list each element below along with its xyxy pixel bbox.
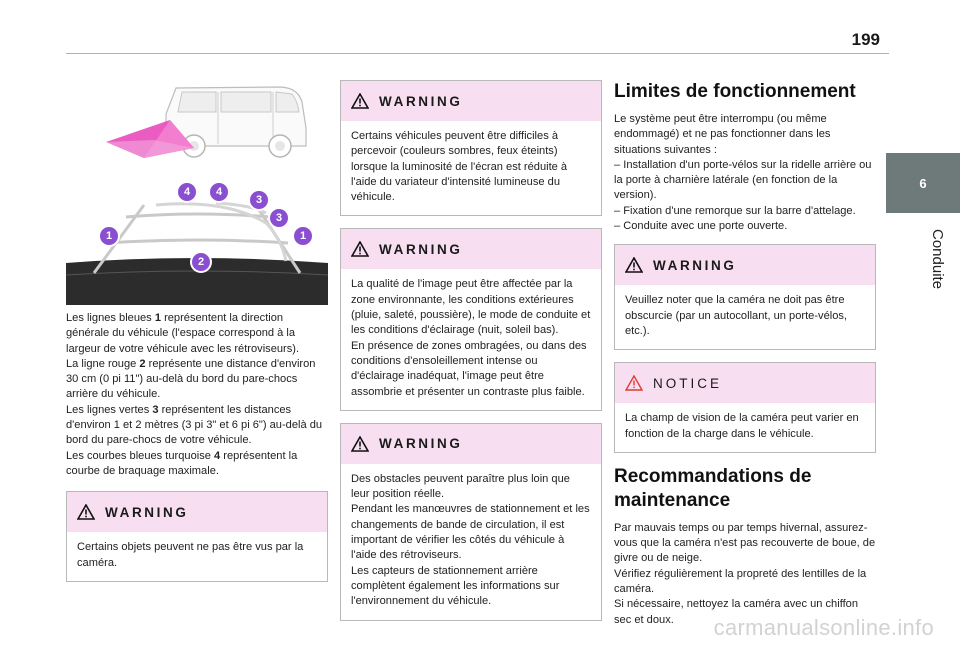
page-number: 199 — [851, 30, 880, 49]
warning-text: Certains objets peuvent ne pas être vus par la caméra. — [77, 541, 304, 569]
marker-4-right: 4 — [210, 183, 228, 201]
van-rear-view-icon — [66, 80, 328, 175]
header-rule — [66, 53, 889, 54]
marker-1-right: 1 — [294, 227, 312, 245]
marker-2: 2 — [192, 253, 210, 271]
warning-text: La qualité de l'image peut être affectée par la zone environnante, les conditions extérieures (pluie, saleté, poussière), le mode de conduite et les conditions d'éclairage (nuit, soleil bas). En présence de zones ombragées, ou dans des conditions d'ensoleillement intense ou d'éclairage inadéquat, l'image peut être assombrie et présenter un contraste plus faible. — [351, 278, 591, 398]
warning-box-dark-vehicles — [340, 80, 602, 216]
warning-triangle-icon — [77, 504, 95, 520]
marker-1-left: 1 — [100, 227, 118, 245]
warning-triangle-icon — [351, 241, 369, 257]
notice-text: La champ de vision de la caméra peut varier en fonction de la charge dans le véhicule. — [625, 412, 859, 440]
warning-label: WARNING — [653, 257, 737, 273]
limits-item: – Installation d'un porte-vélos sur la ridelle arrière ou la porte à charnière latérale (en fonction de la version). — [614, 158, 872, 202]
column-2 — [340, 80, 602, 633]
marker-4-left: 4 — [178, 183, 196, 201]
notice-label: NOTICE — [653, 375, 723, 391]
notice-box-field-of-view — [614, 362, 876, 453]
marker-3-lower: 3 — [270, 209, 288, 227]
warning-box-objects — [66, 491, 328, 582]
chapter-tab[interactable]: 6 — [886, 153, 960, 213]
maintenance-text: Par mauvais temps ou par temps hivernal, assurez-vous que la caméra n'est pas recouverte de boue, de givre ou de neige. Vérifiez régulièrement la propreté des lentilles de la caméra. Si nécessaire, nettoyez la caméra avec un chiffon sec et doux. — [614, 521, 876, 626]
guidelines-description: Les lignes bleues 1 représentent la direction générale du véhicule (l'espace correspond à la largeur de votre véhicule avec les rétroviseurs). La ligne rouge 2 représente une distance d'environ 30 cm (0 pi 11") au-delà du bord du pare-chocs arrière du véhicule. Les lignes vertes 3 représentent les distances d'environ 1 et 2 mètres (3 pi 3" et 6 pi 6") au-delà du bord du pare-chocs de votre véhicule. Les courbes bleues turquoise 4 représentent la courbe de braquage maximale. — [66, 312, 323, 477]
warning-label: WARNING — [379, 93, 463, 109]
column-3 — [614, 80, 876, 628]
warning-label: WARNING — [379, 436, 463, 452]
warning-triangle-icon — [351, 93, 369, 109]
camera-guidelines-illustration — [66, 183, 328, 305]
warning-box-image-quality — [340, 228, 602, 410]
limits-item: – Conduite avec une porte ouverte. — [614, 220, 788, 233]
warning-box-obstacles — [340, 423, 602, 621]
watermark: carmanualsonline.info — [713, 615, 934, 640]
vehicle-camera-illustration — [66, 80, 328, 175]
section-heading-maintenance: Recommandations de maintenance — [614, 465, 812, 511]
limits-item: – Fixation d'une remorque sur la barre d'attelage. — [614, 204, 856, 217]
warning-triangle-icon — [351, 436, 369, 452]
notice-triangle-icon — [625, 375, 643, 391]
warning-text: Certains véhicules peuvent être difficiles à percevoir (couleurs sombres, feux éteints) lorsque la luminosité de l'écran est réduite à l'aide du variateur d'intensité lumineuse du véhicule. — [351, 130, 568, 204]
warning-box-obscured — [614, 244, 876, 350]
warning-text: Des obstacles peuvent paraître plus loin que leur position réelle. Pendant les manœuvres de stationnement et les changements de bande de circulation, il est important de vérifier les côtés du véhicule à l'aide des rétroviseurs. Les capteurs de stationnement arrière complètent également les informations sur l'environnement du véhicule. — [351, 472, 590, 608]
warning-text: Veuillez noter que la caméra ne doit pas être obscurcie (par un autocollant, un porte-vélos, etc.). — [625, 294, 847, 337]
section-heading-limits: Limites de fonctionnement — [614, 81, 856, 102]
warning-label: WARNING — [379, 241, 463, 257]
column-1 — [66, 80, 328, 594]
chapter-title: Conduite — [929, 228, 946, 290]
warning-label: WARNING — [105, 504, 189, 520]
limits-intro: Le système peut être interrompu (ou même endommagé) et ne pas fonctionner dans les situations suivantes : — [614, 113, 831, 156]
marker-3-upper: 3 — [250, 191, 268, 209]
warning-triangle-icon — [625, 257, 643, 273]
